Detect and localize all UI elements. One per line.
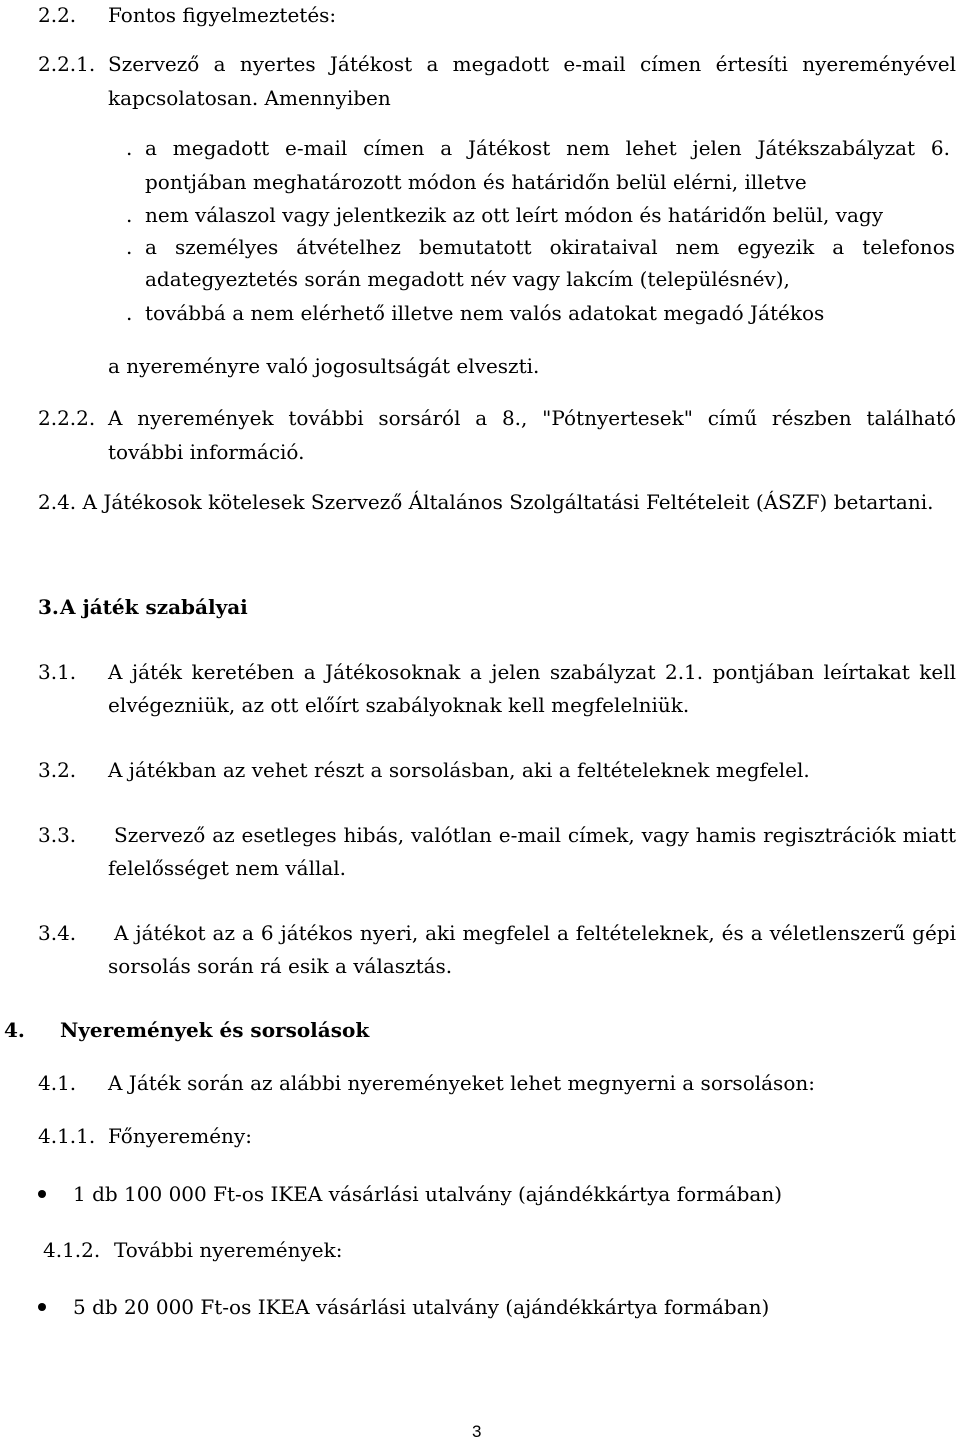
section-2-2-title: Fontos figyelmeztetés: [108, 3, 337, 27]
bullet-icon [38, 1190, 46, 1198]
section-4-number: 4. [4, 1018, 25, 1042]
section-3-1-line1: A játék keretében a Játékosoknak a jelen szabályzat 2.1. pontjában leírtakat kell [108, 660, 956, 684]
section-4-1-2-title: További nyeremények: [114, 1238, 343, 1262]
section-3-2-line1: A játékban az vehet részt a sorsolásban, aki a feltételeknek megfelel. [108, 758, 810, 782]
section-3-number: 3. [38, 595, 59, 619]
section-4-1-number: 4.1. [38, 1071, 77, 1095]
item-3-line1: a személyes átvételhez bemutatott okirataival nem egyezik a telefonos [145, 235, 955, 259]
section-2-2-2-number: 2.2.2. [38, 406, 96, 430]
section-3-3-line2: felelősséget nem vállal. [108, 856, 347, 880]
item-4-dot: . [126, 301, 133, 325]
section-4-1-2-number: 4.1.2. [43, 1238, 101, 1262]
section-2-2-1-line1: Szervező a nyertes Játékost a megadott e-mail címen értesíti nyereményével [108, 52, 956, 76]
section-4-1-1-number: 4.1.1. [38, 1124, 96, 1148]
item-4-line1: továbbá a nem elérhető illetve nem valós adatokat megadó Játékos [145, 301, 825, 325]
section-2-2-number: 2.2. [38, 3, 77, 27]
item-3-dot: . [126, 235, 133, 259]
page-number: 3 [472, 1422, 482, 1441]
section-4-1-1-title: Főnyeremény: [108, 1124, 252, 1148]
section-3-1-number: 3.1. [38, 660, 77, 684]
section-3-2-number: 3.2. [38, 758, 77, 782]
main-prize-text: 1 db 100 000 Ft-os IKEA vásárlási utalvány (ajándékkártya formában) [73, 1182, 783, 1206]
section-2-2-2-line2: további információ. [108, 440, 305, 464]
section-3-3-line1: Szervező az esetleges hibás, valótlan e-mail címek, vagy hamis regisztrációk miatt [114, 823, 956, 847]
section-2-2-1-line2: kapcsolatosan. Amennyiben [108, 86, 391, 110]
section-3-4-number: 3.4. [38, 921, 77, 945]
section-3-4-line2: sorsolás során rá esik a választás. [108, 954, 453, 978]
section-2-2-2-line1: A nyeremények további sorsáról a 8., "Pótnyertesek" című részben található [108, 406, 956, 430]
section-3-4-line1: A játékot az a 6 játékos nyeri, aki megfelel a feltételeknek, és a véletlenszerű gépi [114, 921, 956, 945]
section-2-4-text: 2.4. A Játékosok kötelesek Szervező Általános Szolgáltatási Feltételeit (ÁSZF) betartani. [38, 490, 934, 514]
section-4-1-line1: A Játék során az alábbi nyereményeket lehet megnyerni a sorsoláson: [108, 1071, 815, 1095]
item-3-line2: adategyeztetés során megadott név vagy lakcím (településnév), [145, 267, 790, 291]
other-prize-text: 5 db 20 000 Ft-os IKEA vásárlási utalvány (ajándékkártya formában) [73, 1295, 770, 1319]
section-2-2-1-number: 2.2.1. [38, 52, 96, 76]
item-1-dot: . [126, 136, 133, 160]
item-2-line1: nem válaszol vagy jelentkezik az ott leírt módon és határidőn belül, vagy [145, 203, 883, 227]
forfeit-text: a nyereményre való jogosultságát elveszti. [108, 354, 540, 378]
item-2-dot: . [126, 203, 133, 227]
section-3-title: A játék szabályai [60, 595, 248, 619]
item-1-line2: pontjában meghatározott módon és határidőn belül elérni, illetve [145, 170, 807, 194]
item-1-line1: a megadott e-mail címen a Játékost nem lehet jelen Játékszabályzat 6. [145, 136, 950, 160]
bullet-icon [38, 1303, 46, 1311]
section-3-1-line2: elvégezniük, az ott előírt szabályoknak kell megfelelniük. [108, 693, 690, 717]
section-3-3-number: 3.3. [38, 823, 77, 847]
section-4-title: Nyeremények és sorsolások [60, 1018, 370, 1042]
